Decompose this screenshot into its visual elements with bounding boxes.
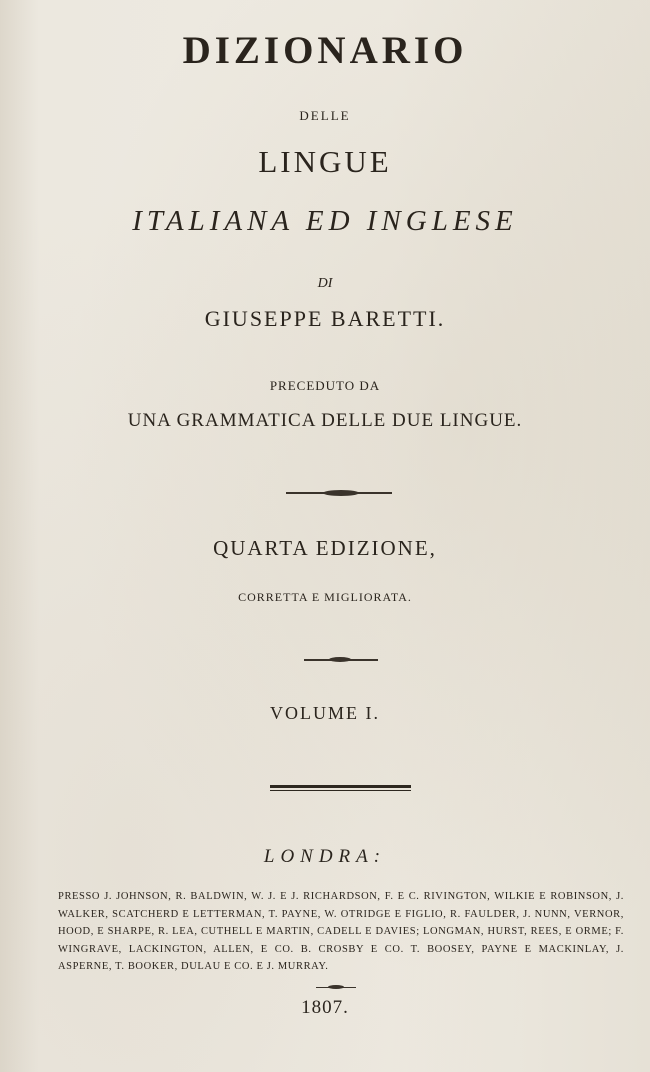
author-name: GIUSEPPE BARETTI.: [204, 306, 446, 331]
edition-note: CORRETTA E MIGLIORATA.: [238, 590, 412, 604]
imprint-publishers: PRESSO J. JOHNSON, R. BALDWIN, W. J. E J. RICHARDSON, F. E C. RIVINGTON, WILKIE E ROBINSON, J. WALKER, SCATCHERD E LETTERMAN, T. PAYNE, W. OTRIDGE E FIGLIO, R. FAULDER, J. NUNN, VERNOR, HOOD, E SHARPE, R. LEA, CUTHELL E MARTIN, CADELL E DAVIES; LONGMAN, HURST, REES, E ORME; F. WINGRAVE, LACKINGTON, ALLEN, E CO. B. CROSBY E CO. T. BOOSEY, PAYNE E MACKINLAY, J. ASPERNE, T. BOOKER, DULAU E CO. E J. MURRAY.: [58, 891, 624, 972]
preceduto-line: PRECEDUTO DA: [269, 378, 381, 393]
volume-label: VOLUME I.: [270, 703, 380, 723]
grammatica-line: UNA GRAMMATICA DELLE DUE LINGUE.: [127, 410, 523, 431]
title-di: DI: [317, 276, 333, 291]
edition-label: QUARTA EDIZIONE,: [213, 536, 437, 560]
title-languages: ITALIANA ED INGLESE: [132, 205, 518, 237]
ornamental-rule-2-center: [329, 657, 351, 662]
title-lingue: LINGUE: [258, 144, 392, 179]
book-title: DIZIONARIO: [182, 29, 468, 72]
title-delle: DELLE: [299, 108, 351, 123]
ornamental-rule-3-center: [328, 985, 344, 989]
imprint-year: 1807.: [301, 997, 349, 1018]
ornamental-rule-1-center: [323, 490, 359, 496]
double-rule-top: [270, 785, 411, 788]
double-rule-bottom: [270, 790, 411, 791]
imprint-city: LONDRA:: [263, 846, 387, 867]
